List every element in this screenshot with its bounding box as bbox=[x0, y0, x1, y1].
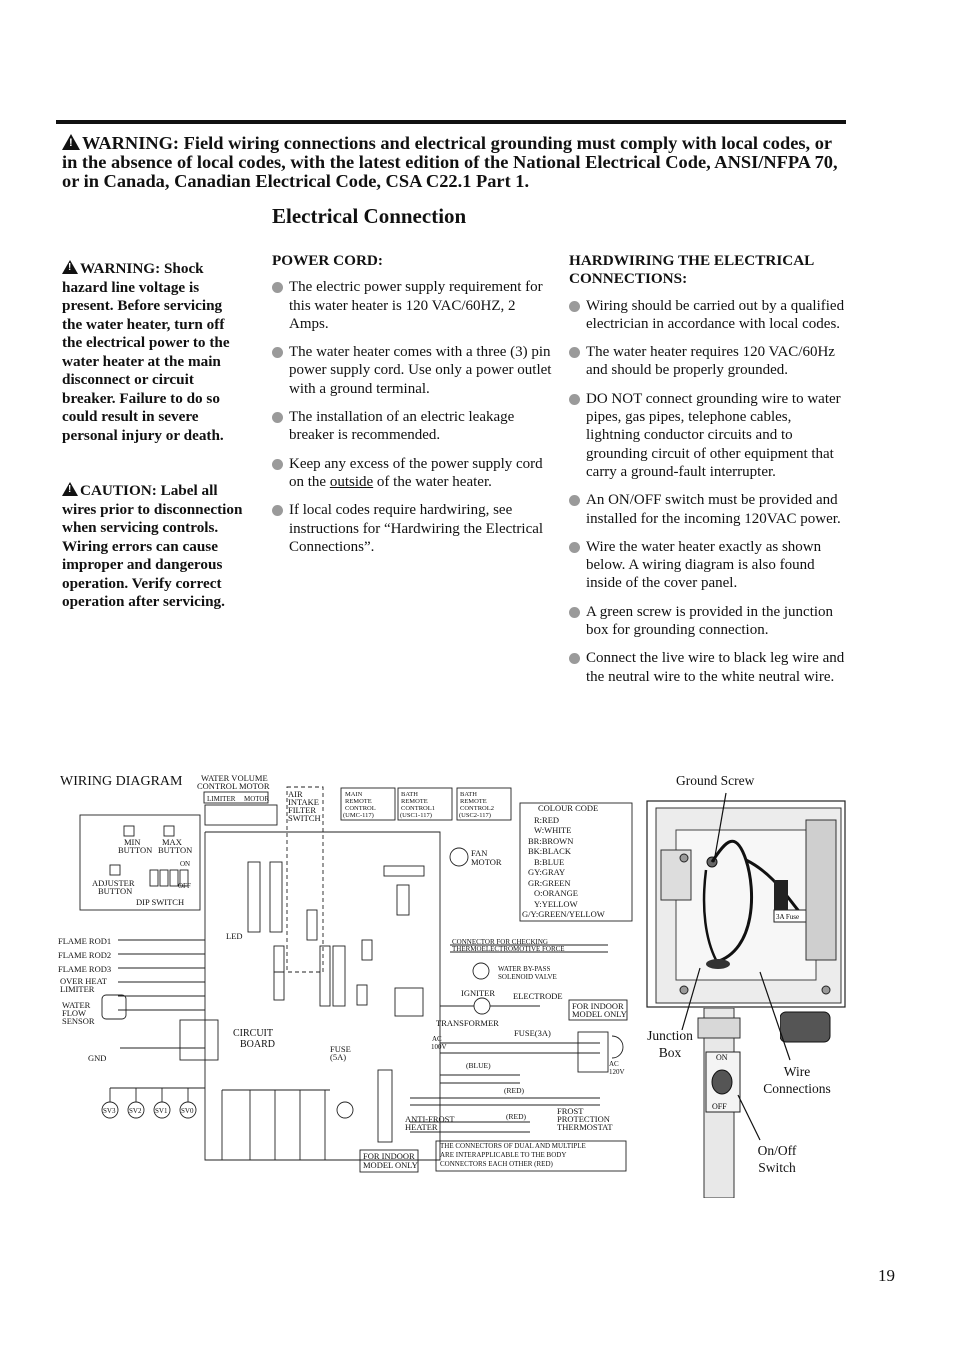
list-item: Wire the water heater exactly as shown below. A wiring diagram is also found inside of the cover panel. bbox=[569, 538, 849, 593]
svg-text:BATH: BATH bbox=[401, 791, 418, 798]
svg-text:DIP SWITCH: DIP SWITCH bbox=[136, 897, 185, 907]
svg-text:SWITCH: SWITCH bbox=[288, 813, 321, 823]
list-item: The water heater requires 120 VAC/60Hz and should be properly grounded. bbox=[569, 343, 849, 380]
svg-text:FLOW: FLOW bbox=[62, 1008, 87, 1018]
svg-text:MODEL ONLY: MODEL ONLY bbox=[572, 1009, 627, 1019]
svg-text:HEATER: HEATER bbox=[405, 1122, 438, 1132]
svg-text:MODEL ONLY: MODEL ONLY bbox=[363, 1160, 418, 1170]
svg-text:CONNECTORS EACH OTHER (RED): CONNECTORS EACH OTHER (RED) bbox=[440, 1160, 553, 1168]
list-item: Wiring should be carried out by a qualified electrician in accordance with local codes. bbox=[569, 297, 849, 334]
ground-screw-label: Ground Screw bbox=[676, 773, 755, 788]
svg-text:CONTROL: CONTROL bbox=[345, 805, 376, 812]
svg-text:MOTOR: MOTOR bbox=[244, 795, 270, 803]
page-title: Electrical Connection bbox=[272, 204, 467, 228]
svg-text:FOR INDOOR: FOR INDOOR bbox=[363, 1151, 415, 1161]
svg-text:REMOTE: REMOTE bbox=[345, 798, 372, 805]
svg-text:BUTTON: BUTTON bbox=[98, 886, 133, 896]
svg-text:ADJUSTER: ADJUSTER bbox=[92, 878, 135, 888]
svg-text:LED: LED bbox=[226, 931, 243, 941]
svg-text:AC: AC bbox=[432, 1035, 442, 1043]
svg-text:G/Y:GREEN/YELLOW: G/Y:GREEN/YELLOW bbox=[522, 909, 605, 919]
svg-text:AC: AC bbox=[609, 1060, 619, 1068]
svg-text:(RED): (RED) bbox=[504, 1086, 524, 1095]
svg-text:SV3: SV3 bbox=[103, 1107, 116, 1115]
svg-text:CONNECTOR FOR CHECKING: CONNECTOR FOR CHECKING bbox=[452, 938, 548, 946]
svg-text:FUSE: FUSE bbox=[330, 1044, 351, 1054]
svg-text:(5A): (5A) bbox=[330, 1052, 347, 1062]
list-item: The water heater comes with a three (3) pin power supply cord. Use only a power outlet with a ground terminal. bbox=[272, 343, 552, 398]
list-item: The installation of an electric leakage breaker is recommended. bbox=[272, 408, 552, 445]
svg-text:BATH: BATH bbox=[460, 791, 477, 798]
svg-text:BK:BLACK: BK:BLACK bbox=[528, 846, 571, 856]
power-cord-heading: POWER CORD: bbox=[272, 252, 383, 269]
svg-text:O:ORANGE: O:ORANGE bbox=[534, 888, 578, 898]
list-item: Keep any excess of the power supply cord on the outside of the water heater. bbox=[272, 455, 552, 492]
svg-text:REMOTE: REMOTE bbox=[460, 798, 487, 805]
svg-text:SV2: SV2 bbox=[129, 1107, 142, 1115]
svg-text:OFF: OFF bbox=[712, 1102, 727, 1111]
svg-text:SENSOR: SENSOR bbox=[62, 1016, 95, 1026]
side-warning: !WARNING: Shock hazard line voltage is present. Before servicing the water heater, turn off the electrical power to the water heater at the main disconnect or circuit breaker. Failure to do so could result in severe personal injury or death. bbox=[62, 260, 246, 445]
svg-text:COLOUR CODE: COLOUR CODE bbox=[538, 803, 599, 813]
on-off-switch-label: On/Off Switch bbox=[757, 1143, 797, 1175]
svg-text:ARE INTERAPPLICABLE TO THE BOD: ARE INTERAPPLICABLE TO THE BODY bbox=[440, 1151, 567, 1159]
svg-text:W:WHITE: W:WHITE bbox=[534, 825, 572, 835]
main-warning: !WARNING: Field wiring connections and electrical grounding must comply with local codes, or in the absence of local codes, with the latest edition of the National Electrical Code, ANSI/NFPA 70, or in Canada, Canadian Electrical Code, CSA C22.1 Part 1. bbox=[62, 134, 842, 191]
list-item: Connect the live wire to black leg wire and the neutral wire to the white neutral wire. bbox=[569, 649, 849, 686]
svg-text:LIMITER: LIMITER bbox=[60, 984, 95, 994]
svg-text:FUSE(3A): FUSE(3A) bbox=[514, 1028, 551, 1038]
page-number: 19 bbox=[878, 1266, 895, 1285]
svg-text:INTAKE: INTAKE bbox=[288, 797, 319, 807]
svg-text:(BLUE): (BLUE) bbox=[466, 1061, 491, 1070]
svg-text:FAN: FAN bbox=[471, 848, 488, 858]
svg-text:TRANSFORMER: TRANSFORMER bbox=[436, 1018, 499, 1028]
svg-text:THERMOSTAT: THERMOSTAT bbox=[557, 1122, 613, 1132]
svg-text:WATER BY-PASS: WATER BY-PASS bbox=[498, 965, 551, 973]
svg-text:PROTECTION: PROTECTION bbox=[557, 1114, 610, 1124]
svg-text:120V: 120V bbox=[609, 1068, 625, 1076]
svg-text:BUTTON: BUTTON bbox=[118, 845, 153, 855]
svg-text:(USC2-117): (USC2-117) bbox=[459, 812, 491, 819]
svg-text:(UMC-117): (UMC-117) bbox=[343, 812, 374, 819]
svg-text:MAIN: MAIN bbox=[345, 791, 363, 798]
svg-text:ELECTRODE: ELECTRODE bbox=[513, 991, 563, 1001]
svg-text:GND: GND bbox=[88, 1053, 107, 1063]
svg-text:FILTER: FILTER bbox=[288, 805, 317, 815]
svg-text:ON: ON bbox=[716, 1053, 728, 1062]
svg-text:WATER VOLUME: WATER VOLUME bbox=[201, 773, 268, 783]
svg-text:IGNITER: IGNITER bbox=[461, 988, 495, 998]
svg-text:OFF: OFF bbox=[178, 882, 191, 890]
svg-text:100V: 100V bbox=[431, 1043, 447, 1051]
svg-text:BUTTON: BUTTON bbox=[158, 845, 193, 855]
svg-text:(RED): (RED) bbox=[506, 1112, 526, 1121]
svg-text:MAX: MAX bbox=[162, 837, 182, 847]
list-item: If local codes require hardwiring, see instructions for “Hardwiring the Electrical Connections”. bbox=[272, 501, 552, 556]
svg-text:CIRCUIT: CIRCUIT bbox=[233, 1028, 273, 1039]
svg-text:THE CONNECTORS OF DUAL AND MUL: THE CONNECTORS OF DUAL AND MULTIPLE bbox=[440, 1142, 586, 1150]
svg-text:FOR INDOOR: FOR INDOOR bbox=[572, 1001, 624, 1011]
svg-text:3A Fuse: 3A Fuse bbox=[776, 913, 800, 921]
svg-text:MOTOR: MOTOR bbox=[471, 857, 502, 867]
svg-text:SV1: SV1 bbox=[155, 1107, 168, 1115]
svg-text:OVER HEAT: OVER HEAT bbox=[60, 976, 107, 986]
list-item: A green screw is provided in the junction box for grounding connection. bbox=[569, 603, 849, 640]
svg-text:FROST: FROST bbox=[557, 1106, 584, 1116]
svg-text:FLAME ROD2: FLAME ROD2 bbox=[58, 950, 112, 960]
svg-text:BOARD: BOARD bbox=[240, 1039, 276, 1050]
svg-text:ON: ON bbox=[180, 860, 191, 868]
svg-text:GY:GRAY: GY:GRAY bbox=[528, 867, 566, 877]
svg-text:Y:YELLOW: Y:YELLOW bbox=[534, 899, 578, 909]
svg-text:CONTROL2: CONTROL2 bbox=[460, 805, 494, 812]
list-item: The electric power supply requirement for this water heater is 120 VAC/60HZ, 2 Amps. bbox=[272, 278, 552, 333]
list-item: An ON/OFF switch must be provided and installed for the incoming 120VAC power. bbox=[569, 491, 849, 528]
svg-text:R:RED: R:RED bbox=[534, 815, 560, 825]
svg-text:THERMOELECTROMOTIVE FORCE: THERMOELECTROMOTIVE FORCE bbox=[452, 945, 565, 953]
svg-text:LIMITER: LIMITER bbox=[207, 795, 236, 803]
svg-text:SV0: SV0 bbox=[181, 1107, 194, 1115]
svg-text:REMOTE: REMOTE bbox=[401, 798, 428, 805]
side-caution: !CAUTION: Label all wires prior to disconnection when servicing controls. Wiring errors can cause improper and dangerous operation. Verify correct operation after servicing. bbox=[62, 482, 248, 612]
svg-text:(USC1-117): (USC1-117) bbox=[400, 812, 432, 819]
svg-text:CONTROL MOTOR: CONTROL MOTOR bbox=[197, 781, 270, 791]
wiring-diagram-title: WIRING DIAGRAM bbox=[60, 774, 183, 789]
junction-box-label: Junction Box bbox=[647, 1028, 693, 1060]
svg-text:FLAME ROD3: FLAME ROD3 bbox=[58, 964, 112, 974]
wire-connections-label: Wire Connections bbox=[763, 1064, 831, 1096]
svg-text:BR:BROWN: BR:BROWN bbox=[528, 836, 574, 846]
svg-text:CONTROL1: CONTROL1 bbox=[401, 805, 435, 812]
hardwiring-heading: HARDWIRING THE ELECTRICAL CONNECTIONS: bbox=[569, 252, 814, 288]
svg-text:ANTI-FROST: ANTI-FROST bbox=[405, 1114, 455, 1124]
svg-text:MIN: MIN bbox=[124, 837, 141, 847]
svg-text:B:BLUE: B:BLUE bbox=[534, 857, 565, 867]
svg-text:GR:GREEN: GR:GREEN bbox=[528, 878, 571, 888]
svg-text:AIR: AIR bbox=[288, 789, 303, 799]
list-item: DO NOT connect grounding wire to water pipes, gas pipes, telephone cables, lightning conductor circuits and to grounding circuit of other equipment that carry a ground-fault interrupter. bbox=[569, 390, 849, 481]
svg-text:WATER: WATER bbox=[62, 1000, 91, 1010]
svg-text:SOLENOID VALVE: SOLENOID VALVE bbox=[498, 973, 557, 981]
svg-text:FLAME ROD1: FLAME ROD1 bbox=[58, 936, 112, 946]
